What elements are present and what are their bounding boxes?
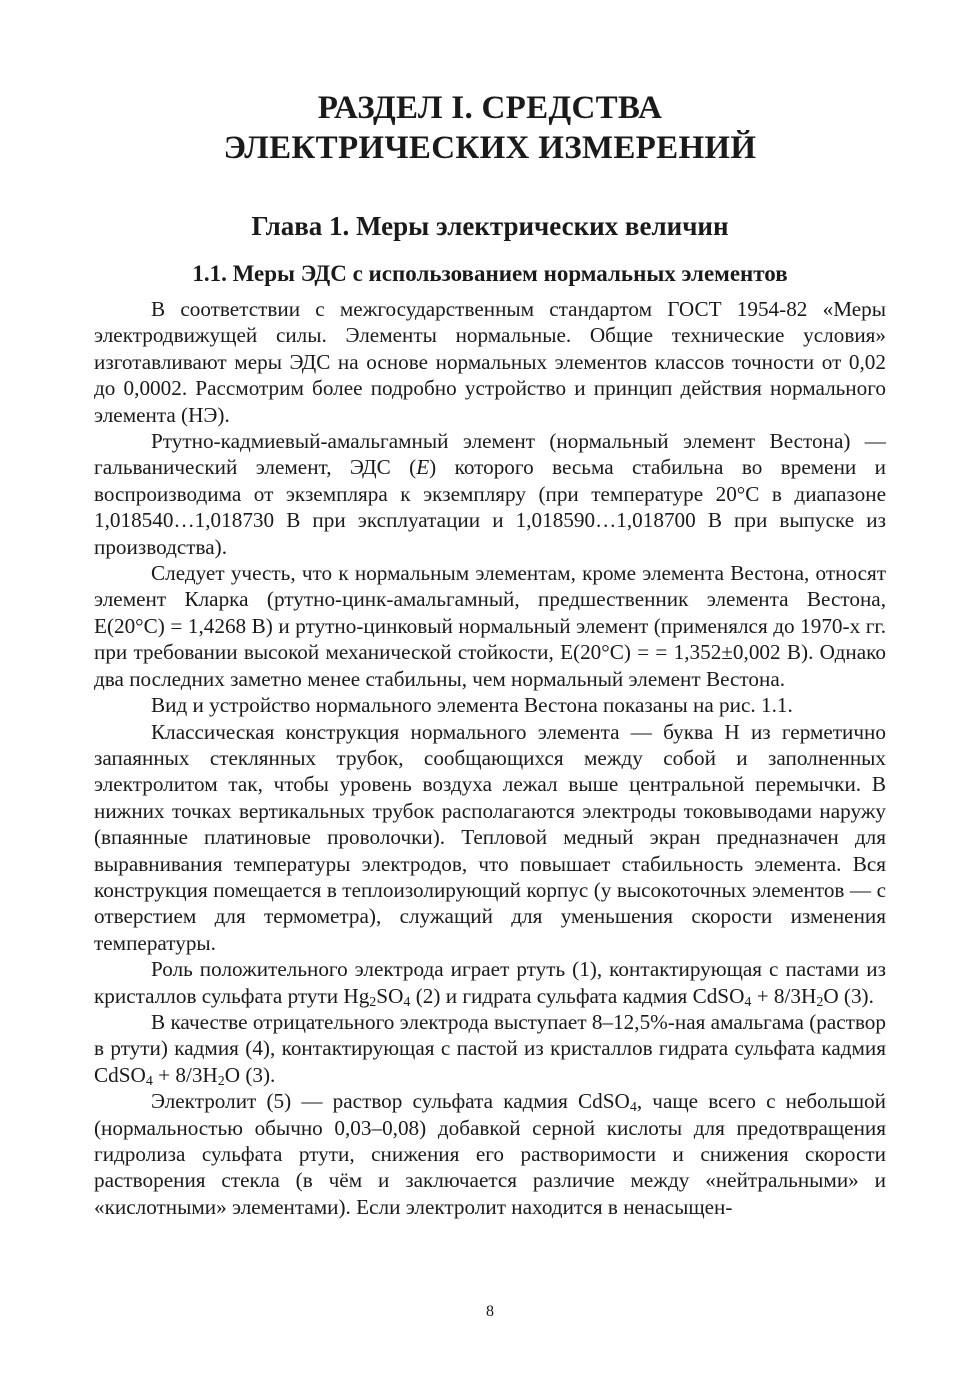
paragraph-gost-standard: В соответствии с межгосударственным стандартом ГОСТ 1954-82 «Меры электродвижущей силы. Элементы нормальные. Общие технические условия» изготавливают меры ЭДС на основе нормальных элементов классов точности от 0,02 до 0,0002. Рассмотрим более подробно устройство и принцип действия нормального элемента (НЭ). bbox=[94, 297, 886, 427]
section-title-line-2: ЭЛЕКТРИЧЕСКИХ ИЗМЕРЕНИЙ bbox=[223, 130, 757, 166]
page-content bbox=[94, 88, 886, 1220]
paragraph-other-cells: Следует учесть, что к нормальным элементам, кроме элемента Вестона, относят элемент Кларка (ртутно-цинк-амальгамный, предшественник элемента Вестона, E(20°C) = 1,4268 В) и ртутно-цинковый нормальный элемент (применялся до 1970-х гг. при требовании высокой механической стойкости, E(20°C) = = 1,352±0,002 В). Однако два последних заметно менее стабильны, чем нормальный элемент Вестона. bbox=[94, 561, 886, 691]
paragraph-negative-electrode: В качестве отрицательного электрода выступает 8–12,5%-ная амальгама (раствор в ртути) кадмия (4), контактирующая с пастой из кристаллов гидрата сульфата кадмия CdSO$_4$ + $8/3H_2O$ (3). bbox=[94, 1009, 886, 1089]
paragraph-construction: Классическая конструкция нормального элемента — буква Н из герметично запаянных стеклянных трубок, сообщающихся между собой и заполненных электролитом так, чтобы уровень воздуха лежал выше центральной перемычки. В нижних точках вертикальных трубок располагаются электроды токовыводами наружу (впаянные платиновые проволочки). Тепловой медный экран предназначен для выравнивания температуры электродов, что повышает стабильность элемента. Вся конструкция помещается в теплоизолирующий корпус (у высокоточных элементов — с отверстием для термометра), служащий для уменьшения скорости изменения температуры. bbox=[94, 719, 886, 955]
chapter-title: Глава 1. Меры электрических величин bbox=[251, 211, 729, 241]
paragraph-weston-cell: Ртутно-кадмиевый-амальгамный элемент (нормальный элемент Вестона) — гальванический элемент, ЭДС (E) которого весьма стабильна во времени и воспроизводима от экземпляра к экземпляру (при температуре 20°С в диапазоне 1,018540…1,018730 В при эксплуатации и 1,018590…1,018700 В при выпуске из производства). bbox=[94, 429, 886, 559]
subsection-title: 1.1. Меры ЭДС с использованием нормальных элементов bbox=[192, 261, 788, 286]
paragraph-electrolyte: Электролит (5) — раствор сульфата кадмия CdSO$_4$, чаще всего с небольшой (нормальностью обычно 0,03–0,08) добавкой серной кислоты для предотвращения гидролиза сульфата ртути, снижения его растворимости и снижения скорости растворения стекла (в чём и заключается различие между «нейтральными» и «кислотными» элементами). Если электролит находится в ненасыщен- bbox=[94, 1089, 886, 1219]
paragraph-figure-reference: Вид и устройство нормального элемента Вестона показаны на рис. 1.1. bbox=[151, 693, 793, 718]
paragraph-positive-electrode: Роль положительного электрода играет ртуть (1), контактирующая с пастами из кристаллов сульфата ртути $Hg_2SO_4$ (2) и гидрата сульфата кадмия CdSO$_4$ + $8/3H_2O$ (3). bbox=[94, 957, 886, 1010]
section-title bbox=[94, 88, 886, 168]
section-title-line-1: РАЗДЕЛ I. СРЕДСТВА bbox=[317, 90, 663, 126]
page-number: 8 bbox=[486, 1303, 494, 1320]
